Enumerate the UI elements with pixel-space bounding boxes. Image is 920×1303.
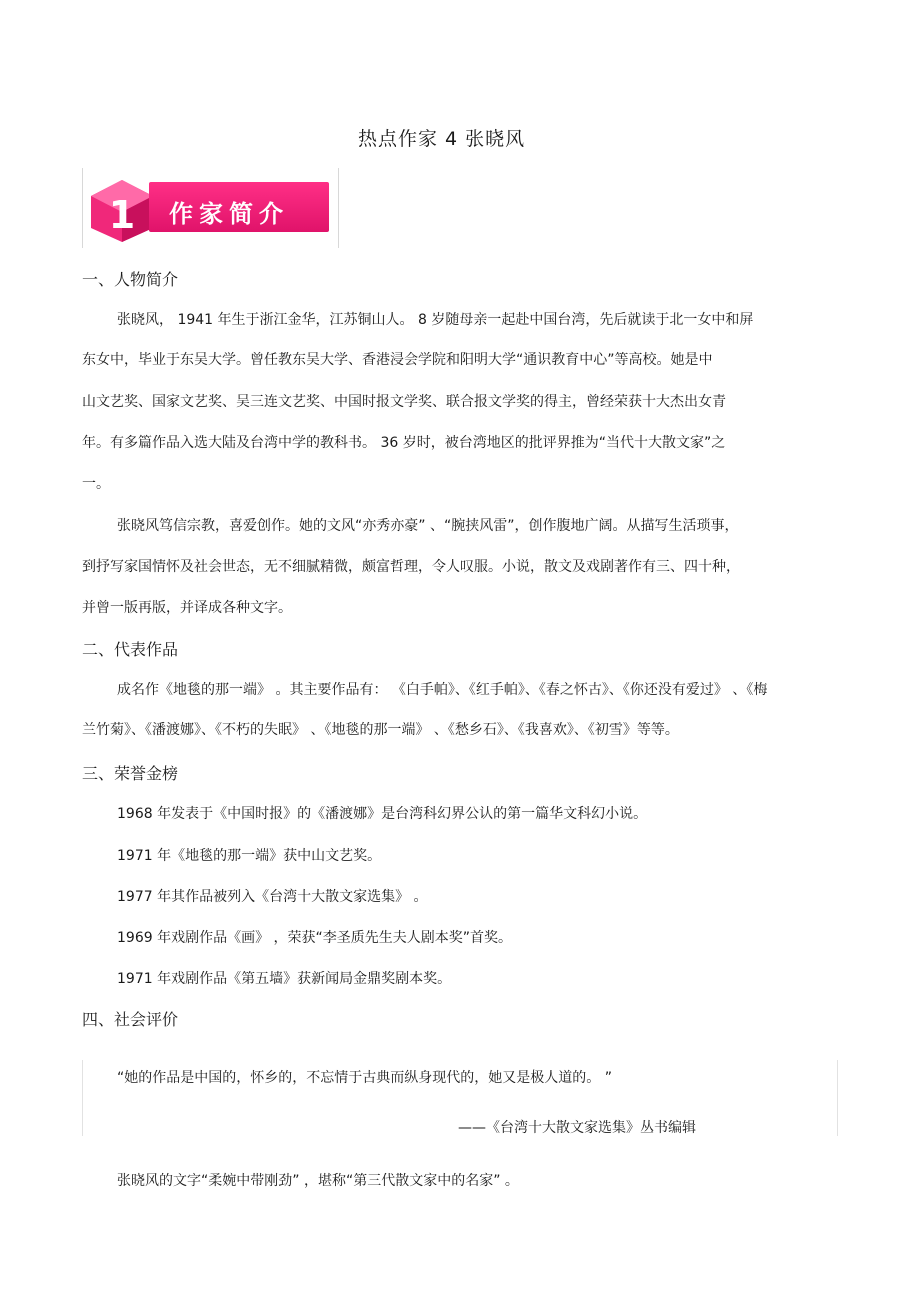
- paragraph-line: 一。: [82, 476, 110, 492]
- section-heading-works: 二、代表作品: [82, 640, 179, 659]
- honor-item: 1971 年《地毯的那一端》获中山文艺奖。: [117, 848, 382, 864]
- closing-line: 张晓风的文字“柔婉中带刚劲” ，堪称“第三代散文家中的名家” 。: [117, 1173, 519, 1189]
- paragraph-line: 到抒写家国情怀及社会世态，无不细腻精微，颇富哲理，令人叹服。小说，散文及戏剧著作有三、四十种，: [82, 559, 740, 575]
- paragraph-line: 山文艺奖、国家文艺奖、吴三连文艺奖、中国时报文学奖、联合报文学奖的得主，曾经荣获十大杰出女青: [82, 394, 726, 410]
- section-heading-reviews: 四、社会评价: [82, 1010, 179, 1029]
- honor-item: 1977 年其作品被列入《台湾十大散文家选集》 。: [117, 889, 428, 905]
- paragraph-line: 东女中，毕业于东吴大学。曾任教东吴大学、香港浸会学院和阳明大学“通识教育中心”等高校。她是中: [82, 352, 713, 368]
- paragraph-line: 兰竹菊》、《潘渡娜》、《不朽的失眠》 、《地毯的那一端》 、《愁乡石》、《我喜欢》、《初雪》等等。: [82, 722, 679, 738]
- paragraph-line: 张晓风， 1941 年生于浙江金华，江苏铜山人。 8 岁随母亲一起赴中国台湾，先后就读于北一女中和屏: [117, 312, 754, 328]
- paragraph-line: 年。有多篇作品入选大陆及台湾中学的教科书。 36 岁时，被台湾地区的批评界推为“当代十大散文家”之: [82, 435, 726, 451]
- number-one-cube-icon: [89, 178, 155, 244]
- honor-item: 1969 年戏剧作品《画》 ，荣获“李圣质先生夫人剧本奖”首奖。: [117, 930, 513, 946]
- quote-attribution: ——《台湾十大散文家选集》丛书编辑: [458, 1120, 696, 1136]
- paragraph-line: 并曾一版再版，并译成各种文字。: [82, 600, 292, 616]
- author-intro-banner: [82, 168, 339, 248]
- page-title: 热点作家 4 张晓风: [358, 128, 526, 150]
- section-heading-honors: 三、荣誉金榜: [82, 764, 179, 783]
- banner-text: 作家简介: [169, 200, 289, 228]
- paragraph-line: 张晓风笃信宗教，喜爱创作。她的文风“亦秀亦豪” 、“腕挟风雷”，创作腹地广阔。从描写生活琐事，: [117, 518, 739, 534]
- paragraph-line: 成名作《地毯的那一端》 。其主要作品有： 《白手帕》、《红手帕》、《春之怀古》、《你还没有爱过》 、《梅: [117, 682, 768, 698]
- banner-number: 1: [108, 193, 136, 237]
- honor-item: 1968 年发表于《中国时报》的《潘渡娜》是台湾科幻界公认的第一篇华文科幻小说。: [117, 806, 648, 822]
- quote-text: “她的作品是中国的，怀乡的，不忘情于古典而纵身现代的，她又是极人道的。 ”: [117, 1070, 612, 1086]
- section-heading-biography: 一、人物简介: [82, 270, 179, 289]
- honor-item: 1971 年戏剧作品《第五墙》获新闻局金鼎奖剧本奖。: [117, 971, 452, 987]
